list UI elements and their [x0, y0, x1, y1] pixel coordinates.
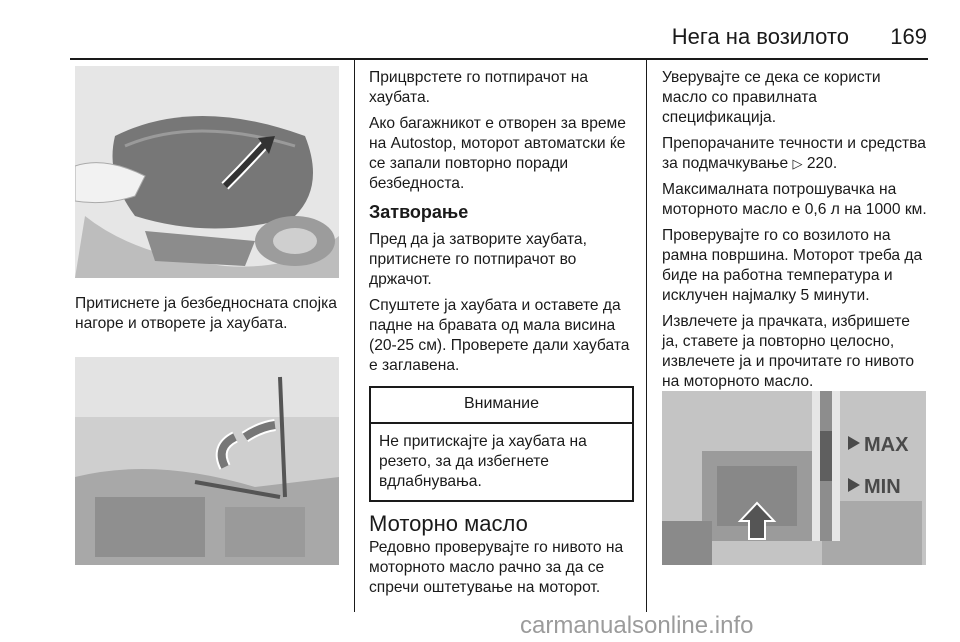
- paragraph: Ако багажникот е отворен за време на Autostop, моторот автоматски ќе се запали повторно поради безбедноста.: [369, 115, 626, 192]
- paragraph: Уверувајте се дека се користи масло со правилната спецификација.: [662, 69, 881, 126]
- paragraph: Проверувајте го со возилото на рамна површина. Моторот треба да биде на работна температура и исклучен најмалку 5 минути.: [662, 227, 923, 304]
- left-column: [75, 294, 343, 340]
- page-reference[interactable]: 220.: [806, 155, 838, 172]
- oil-heading: Моторно масло: [369, 511, 528, 536]
- header-rule: [70, 58, 928, 60]
- paragraph: Спуштете ја хаубата и оставете да падне на бравата од мала висина (20-25 см). Проверете дали хаубата е заглавена.: [369, 297, 630, 374]
- figure-caption: Притиснете ја безбедносната спојка нагоре и отворете ја хаубата.: [75, 295, 337, 332]
- paragraph: [662, 134, 930, 174]
- warning-box: [369, 386, 634, 502]
- warning-text: Не притискајте ја хаубата на резето, за да избегнете вдлабнувања.: [379, 433, 587, 490]
- middle-column: [369, 68, 634, 604]
- hood-opening-illustration: [75, 66, 339, 278]
- paragraph: Максималната потрошувачка на моторното масло е 0,6 л на 1000 км.: [662, 181, 927, 218]
- page-number: 169: [890, 24, 927, 49]
- dipstick-illustration: [662, 391, 926, 565]
- paragraph: Прицврстете го потпирачот на хаубата.: [369, 69, 589, 106]
- closing-heading: Затворање: [369, 202, 469, 222]
- paragraph: Извлечете ја прачката, избришете ја, ставете ја повторно целосно, извлечете ја и прочитате го нивото на моторното масло.: [662, 313, 915, 390]
- page-header: [70, 18, 927, 58]
- hood-prop-rod-illustration: [75, 357, 339, 565]
- section-title: Нега на возилото: [671, 24, 849, 49]
- paragraph: Пред да ја затворите хаубата, притиснете го потпирачот во држачот.: [369, 231, 587, 288]
- warning-title: Внимание: [371, 388, 632, 424]
- page-reference-icon: ▷: [792, 156, 803, 171]
- cross-reference-text: Препорачаните течности и средства за подмачкување: [662, 135, 926, 172]
- dipstick-min-label: MIN: [864, 476, 901, 498]
- watermark: carmanualsonline.info: [520, 612, 754, 639]
- dipstick-max-label: MAX: [864, 434, 909, 456]
- right-column: [662, 68, 930, 398]
- column-divider-2: [646, 60, 647, 612]
- paragraph: Редовно проверувајте го нивото на моторното масло рачно за да се спречи оштетување на моторот.: [369, 539, 624, 596]
- column-divider-1: [354, 60, 355, 612]
